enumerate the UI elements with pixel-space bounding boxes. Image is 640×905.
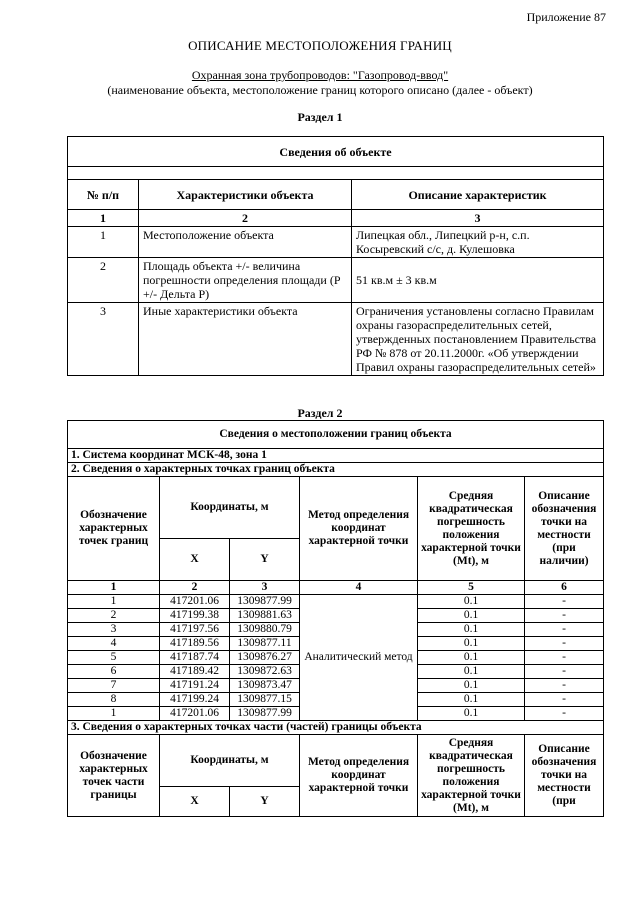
point-description: - (525, 651, 604, 665)
point-description: - (525, 609, 604, 623)
column-number: 2 (160, 581, 230, 595)
point-id: 5 (68, 651, 160, 665)
point-y: 1309877.99 (230, 707, 300, 721)
header-y: Y (230, 539, 300, 581)
header-error: Средняя квадратическая погрешность положения характерной точки (Mt), м (418, 477, 525, 581)
parts-header-designation: Обозначение характерных точек части границы (68, 735, 160, 817)
point-error: 0.1 (418, 665, 525, 679)
header-x: X (160, 539, 230, 581)
point-id: 1 (68, 707, 160, 721)
point-description: - (525, 623, 604, 637)
parts-header-coordinates: Координаты, м (160, 735, 300, 787)
characteristic-value: Ограничения установлены согласно Правилам охраны газораспределительных сетей, утвержденных постановлением Правительства РФ № 878 от 20.11.2000г. «Об утверждении Правил охраны газораспределительных сетей» (352, 303, 604, 376)
point-error: 0.1 (418, 609, 525, 623)
point-error: 0.1 (418, 595, 525, 609)
point-x: 417199.38 (160, 609, 230, 623)
parts-section-title: 3. Сведения о характерных точках части (частей) границы объекта (68, 721, 604, 735)
characteristic-value: 51 кв.м ± 3 кв.м (352, 258, 604, 303)
parts-header-x: X (160, 787, 230, 817)
boundary-table-title: Сведения о местоположении границ объекта (68, 421, 604, 449)
column-number: 1 (68, 581, 160, 595)
point-id: 4 (68, 637, 160, 651)
point-id: 7 (68, 679, 160, 693)
document-title: ОПИСАНИЕ МЕСТОПОЛОЖЕНИЯ ГРАНИЦ (188, 38, 452, 53)
appendix-label: Приложение 87 (526, 10, 606, 24)
section-1-label: Раздел 1 (297, 110, 343, 124)
header-designation: Обозначение характерных точек границ (68, 477, 160, 581)
point-error: 0.1 (418, 651, 525, 665)
point-id: 2 (68, 609, 160, 623)
header-description: Описание характеристик (352, 180, 604, 210)
row-number: 3 (68, 303, 139, 376)
column-number: 2 (139, 210, 352, 227)
point-description: - (525, 679, 604, 693)
row-number: 2 (68, 258, 139, 303)
object-name-line: Охранная зона трубопроводов: "Газопровод-ввод" (191, 68, 449, 82)
point-error: 0.1 (418, 693, 525, 707)
object-caption (0, 68, 640, 98)
point-x: 417189.42 (160, 665, 230, 679)
object-note: (наименование объекта, местоположение границ которого описано (далее - объект) (107, 83, 533, 97)
column-number: 4 (300, 581, 418, 595)
column-number: 5 (418, 581, 525, 595)
header-coordinates: Координаты, м (160, 477, 300, 539)
characteristic-name: Площадь объекта +/- величина погрешности определения площади (Р +/- Дельта Р) (139, 258, 352, 303)
column-number: 1 (68, 210, 139, 227)
point-error: 0.1 (418, 637, 525, 651)
object-info-table (67, 136, 604, 376)
point-id: 1 (68, 595, 160, 609)
point-description: - (525, 707, 604, 721)
method-value: Аналитический метод (300, 595, 418, 721)
point-x: 417191.24 (160, 679, 230, 693)
spacer-row (68, 167, 604, 180)
point-id: 6 (68, 665, 160, 679)
header-method: Метод определения координат характерной точки (300, 477, 418, 581)
point-row (68, 595, 604, 609)
header-number: № п/п (68, 180, 139, 210)
boundary-table (67, 420, 604, 817)
header-characteristic: Характеристики объекта (139, 180, 352, 210)
point-id: 8 (68, 693, 160, 707)
point-y: 1309876.27 (230, 651, 300, 665)
point-id: 3 (68, 623, 160, 637)
characteristic-value: Липецкая обл., Липецкий р-н, с.п. Косыревский с/с, д. Кулешовка (352, 227, 604, 258)
point-x: 417201.06 (160, 595, 230, 609)
point-error: 0.1 (418, 623, 525, 637)
coordinate-system: 1. Система координат МСК-48, зона 1 (68, 449, 604, 463)
parts-header-error: Средняя квадратическая погрешность положения характерной точки (Mt), м (418, 735, 525, 817)
point-x: 417199.24 (160, 693, 230, 707)
parts-header-method: Метод определения координат характерной точки (300, 735, 418, 817)
point-error: 0.1 (418, 707, 525, 721)
section-2-label: Раздел 2 (297, 406, 343, 420)
point-y: 1309881.63 (230, 609, 300, 623)
point-x: 417189.56 (160, 637, 230, 651)
point-description: - (525, 595, 604, 609)
column-number: 6 (525, 581, 604, 595)
point-y: 1309880.79 (230, 623, 300, 637)
parts-header-point-description: Описание обозначения точки на местности (при (525, 735, 604, 817)
object-info-title: Сведения об объекте (68, 137, 604, 167)
row-number: 1 (68, 227, 139, 258)
points-section-title: 2. Сведения о характерных точках границ объекта (68, 463, 604, 477)
parts-header-y: Y (230, 787, 300, 817)
point-y: 1309877.15 (230, 693, 300, 707)
point-y: 1309877.99 (230, 595, 300, 609)
point-description: - (525, 693, 604, 707)
point-x: 417201.06 (160, 707, 230, 721)
point-description: - (525, 665, 604, 679)
point-error: 0.1 (418, 679, 525, 693)
point-description: - (525, 637, 604, 651)
characteristic-name: Иные характеристики объекта (139, 303, 352, 376)
column-number: 3 (352, 210, 604, 227)
characteristic-name: Местоположение объекта (139, 227, 352, 258)
point-x: 417197.56 (160, 623, 230, 637)
point-y: 1309872.63 (230, 665, 300, 679)
column-number: 3 (230, 581, 300, 595)
header-point-description: Описание обозначения точки на местности (при наличии) (525, 477, 604, 581)
point-y: 1309873.47 (230, 679, 300, 693)
point-y: 1309877.11 (230, 637, 300, 651)
point-x: 417187.74 (160, 651, 230, 665)
